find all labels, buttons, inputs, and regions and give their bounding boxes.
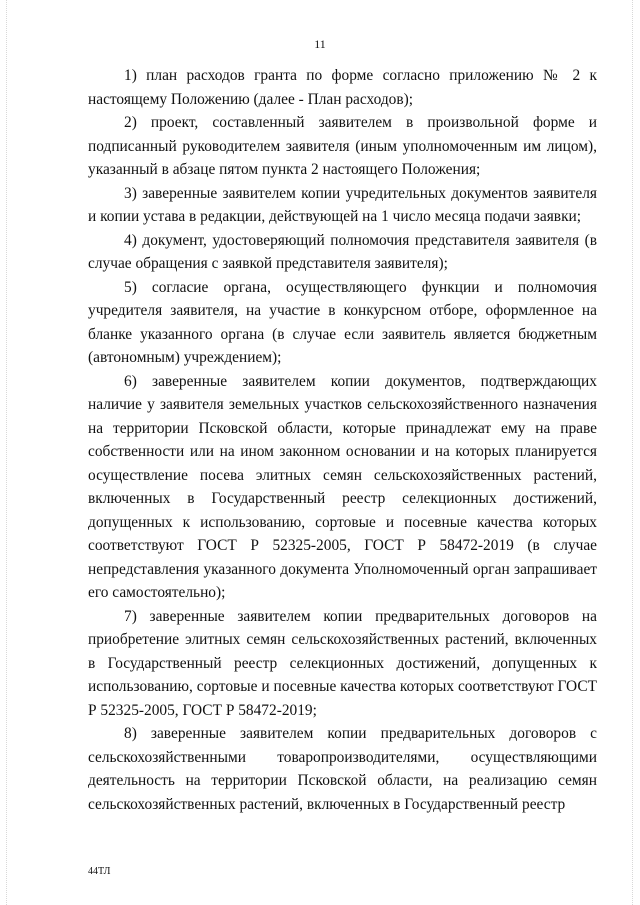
scan-edge-right (632, 0, 634, 905)
page-number: 11 (314, 37, 326, 51)
paragraph-item-5: 5) согласие органа, осуществляющего функции и полномочия учредителя заявителя, на участие в конкурсном отборе, оформленное на бланке указанного органа (в случае если заявитель является бюджетным (автономным) учреждением); (88, 278, 597, 366)
paragraph-item-1: 1) план расходов гранта по форме согласно приложению № 2 к настоящему Положению (далее - План расходов); (88, 67, 597, 108)
paragraph-item-6: 6) заверенные заявителем копии документов, подтверждающих наличие у заявителя земельных участков сельскохозяйственного назначения на территории Псковской области, которые принадлежат ему на праве собственности или на ином законном основании и на которых планируется осуществление посева элитных семян сельскохозяйственных растений, включенных в Государственный реестр селекционных достижений, допущенных к использованию, сортовые и посевные качества которых соответствуют ГОСТ Р 52325-2005, ГОСТ Р 58472-2019 (в случае непредставления указанного документа Уполномоченный орган запрашивает его самостоятельно); (88, 372, 597, 601)
scan-edge-left (6, 0, 8, 905)
paragraph-item-4: 4) документ, удостоверяющий полномочия представителя заявителя (в случае обращения с заявкой представителя заявителя); (88, 231, 597, 272)
footer-code: 44ТЛ (88, 866, 111, 877)
paragraph-item-2: 2) проект, составленный заявителем в произвольной форме и подписанный руководителем заявителя (иным уполномоченным им лицом), указанный в абзаце пятом пункта 2 настоящего Положения; (88, 114, 597, 178)
body-text (88, 64, 597, 816)
paragraph-item-8: 8) заверенные заявителем копии предварительных договоров с сельскохозяйственными товаропроизводителями, осуществляющими деятельность на территории Псковской области, на реализацию семян сельскохозяйственных растений, включенных в Государственный реестр (88, 725, 597, 813)
paragraph-item-3: 3) заверенные заявителем копии учредительных документов заявителя и копии устава в редакции, действующей на 1 число месяца подачи заявки; (88, 184, 597, 225)
paragraph-item-7: 7) заверенные заявителем копии предварительных договоров на приобретение элитных семян сельскохозяйственных растений, включенных в Государственный реестр селекционных достижений, допущенных к использованию, сортовые и посевные качества которых соответствуют ГОСТ Р 52325-2005, ГОСТ Р 58472-2019; (88, 607, 597, 719)
